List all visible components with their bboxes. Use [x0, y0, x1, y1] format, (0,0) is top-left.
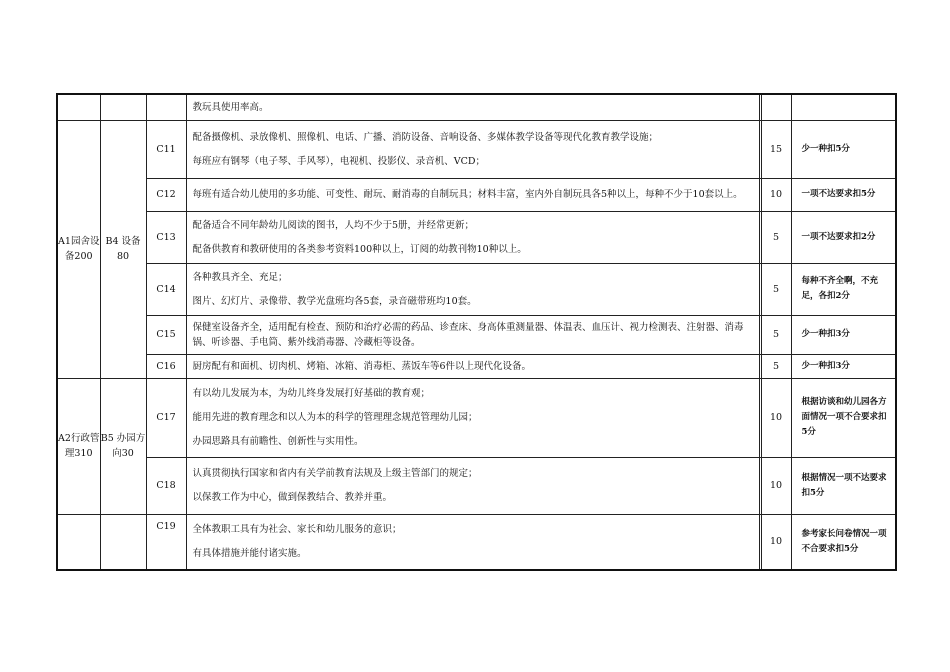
table-row: [57, 457, 896, 514]
criteria-text: 厨房配有和面机、切肉机、烤箱、冰箱、消毒柜、蒸饭车等6件以上现代化设备。: [192, 360, 532, 372]
score-cell: [761, 94, 791, 120]
note-c12: 一项不达要求扣5分: [791, 178, 896, 211]
criteria-c18: [186, 457, 759, 514]
score-c12: 10: [761, 178, 791, 211]
criteria-c11: [186, 120, 759, 178]
note-c19: 参考家长问卷情况一项不合要求扣5分: [791, 514, 896, 570]
criteria-c15: [186, 315, 759, 354]
code-c17: C17: [146, 378, 186, 457]
note-c16: 少一种扣3分: [791, 354, 896, 378]
table-row: [57, 315, 896, 354]
criteria-text: 办园思路具有前瞻性、创新性与实用性。: [192, 436, 364, 447]
note-c18: 根据情况一项不达要求扣5分: [791, 457, 896, 514]
category-b5-label: B5 办园方向30: [100, 433, 146, 459]
note-c15: 少一种扣3分: [791, 315, 896, 354]
b-cell: [100, 514, 146, 570]
criteria-text: 配备供教育和教研使用的各类参考资料100种以上，订阅的幼教刊物10种以上。: [192, 243, 527, 255]
code-c14: C14: [146, 263, 186, 315]
table-row: [57, 178, 896, 211]
criteria-text: 能用先进的教育理念和以人为本的科学的管理理念规范管理幼儿园；: [192, 412, 478, 423]
criteria-text: 图片、幻灯片、录像带、教学光盘班均各5套，录音磁带班均10套。: [192, 295, 477, 307]
code-c13: C13: [146, 211, 186, 263]
criteria-cell: [186, 94, 759, 120]
category-a2-label: A2行政管理310: [58, 433, 100, 459]
table-row: [57, 211, 896, 263]
criteria-text: 配备摄像机、录放像机、照像机、电话、广播、消防设备、音响设备、多媒体教学设备等现代化教育教学设施；: [192, 131, 659, 143]
criteria-text: 各种教具齐全、充足；: [192, 271, 288, 283]
table-row: [57, 94, 896, 120]
criteria-text: 每班应有钢琴（电子琴、手风琴），电视机、投影仪、录音机、VCD；: [192, 155, 485, 167]
code-c12: C12: [146, 178, 186, 211]
score-c15: 5: [761, 315, 791, 354]
table-row: [57, 120, 896, 178]
category-a1: [57, 120, 100, 378]
criteria-text: 全体教职工具有为社会、家长和幼儿服务的意识；: [192, 524, 402, 536]
note-cell: [791, 94, 896, 120]
category-b5: [100, 378, 146, 514]
a-cell: [57, 94, 100, 120]
criteria-text: 保健室设备齐全，适用配有检查、预防和治疗必需的药品、诊查床、身高体重测量器、体温表、血压计、视力检测表、注射器、消毒锅、听诊器、手电筒、紫外线消毒器、冷藏柜等设备。: [192, 321, 744, 348]
code-c18: C18: [146, 457, 186, 514]
table-row: [57, 378, 896, 457]
a-cell: [57, 514, 100, 570]
criteria-text: 以保教工作为中心，做到保教结合、教养并重。: [192, 492, 393, 503]
code-c19: C19: [146, 514, 186, 570]
note-c13: 一项不达要求扣2分: [791, 211, 896, 263]
score-c16: 5: [761, 354, 791, 378]
table-row: [57, 514, 896, 570]
category-a1-label: A1园舍设备200: [58, 236, 100, 262]
table-row: [57, 354, 896, 378]
note-c11: 少一种扣5分: [791, 120, 896, 178]
category-b4: [100, 120, 146, 378]
code-c15: C15: [146, 315, 186, 354]
criteria-c19: [186, 514, 759, 570]
score-c17: 10: [761, 378, 791, 457]
criteria-text: 每班有适合幼儿使用的多功能、可变性、耐玩、耐消毒的自制玩具；材料丰富，室内外自制玩具各5种以上，每种不少于10套以上。: [192, 189, 743, 200]
note-c14: 每种不齐全啊，不充足，各扣2分: [791, 263, 896, 315]
evaluation-table: [56, 93, 897, 571]
score-c18: 10: [761, 457, 791, 514]
criteria-text: 有具体措施并能付诸实施。: [192, 548, 307, 560]
category-a2: [57, 378, 100, 514]
c-cell: [146, 94, 186, 120]
criteria-c14: [186, 263, 759, 315]
b-cell: [100, 94, 146, 120]
criteria-text: 教玩具使用率高。: [192, 101, 269, 113]
criteria-text: 有以幼儿发展为本，为幼儿终身发展打好基础的教育观；: [192, 388, 431, 399]
criteria-text: 认真贯彻执行国家和省内有关学前教育法规及上级主管部门的规定；: [192, 468, 478, 479]
score-c11: 15: [761, 120, 791, 178]
criteria-c16: [186, 354, 759, 378]
code-c16: C16: [146, 354, 186, 378]
criteria-c13: [186, 211, 759, 263]
score-c13: 5: [761, 211, 791, 263]
criteria-c12: [186, 178, 759, 211]
code-c11: C11: [146, 120, 186, 178]
criteria-c17: [186, 378, 759, 457]
note-c17: 根据访谈和幼儿园各方面情况一项不合要求扣5分: [791, 378, 896, 457]
table-row: [57, 263, 896, 315]
score-c19: 10: [761, 514, 791, 570]
score-c14: 5: [761, 263, 791, 315]
criteria-text: 配备适合不同年龄幼儿阅读的图书，人均不少于5册，并经常更新；: [192, 219, 475, 231]
category-b4-label: B4 设备80: [105, 236, 141, 262]
